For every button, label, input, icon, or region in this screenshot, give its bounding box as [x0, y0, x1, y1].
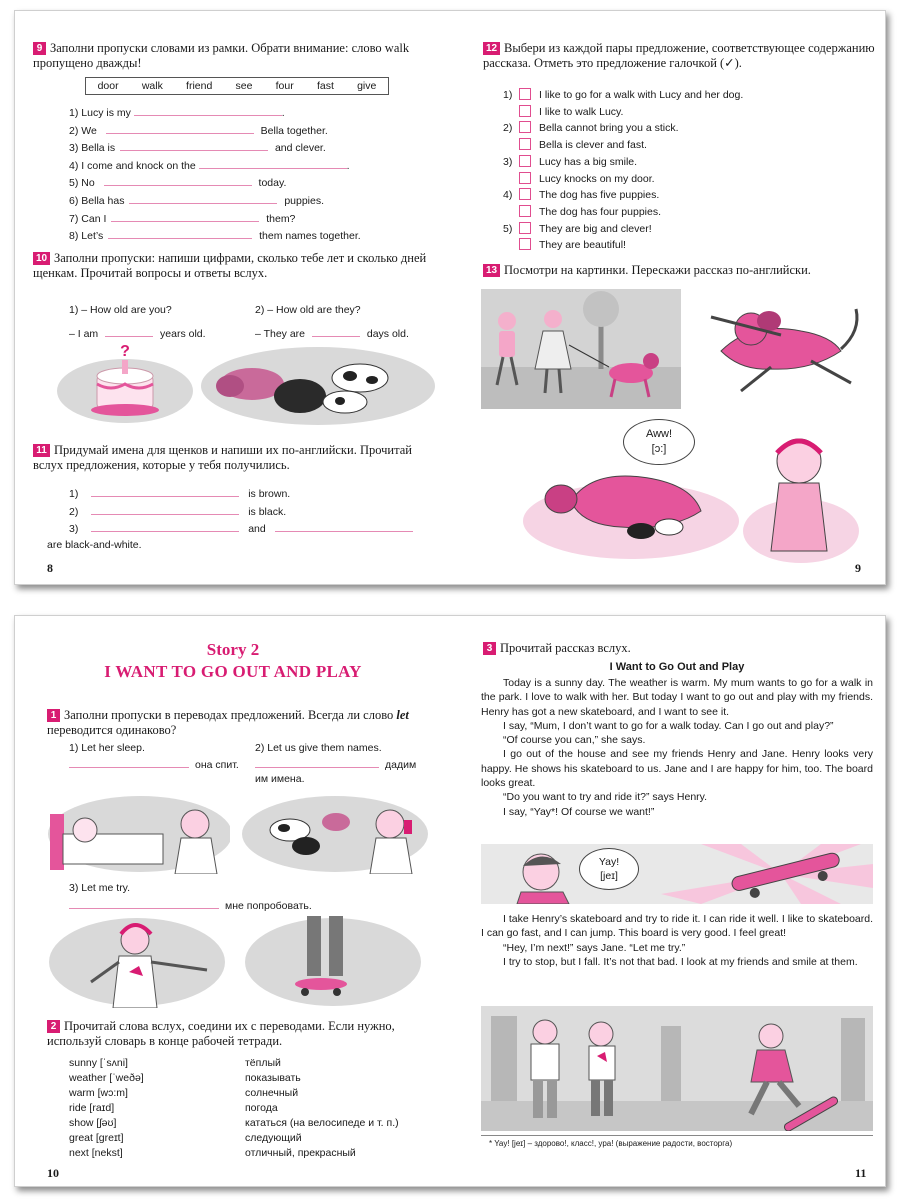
puppy-name-blank[interactable]: [91, 487, 239, 497]
ex1-number: 1: [47, 709, 60, 722]
page-number: 11: [855, 1166, 867, 1180]
blank-field[interactable]: [108, 229, 252, 239]
ex9-line-5: 5) No today.: [69, 177, 287, 190]
ex12-number: 12: [483, 42, 500, 55]
blank-field[interactable]: [134, 106, 282, 116]
page-8: [15, 11, 451, 584]
word-box-item: give: [357, 80, 377, 92]
sleeping-puppies-illustration: [200, 346, 436, 426]
ex11-number: 11: [33, 444, 50, 457]
ex9-line-6: 6) Bella has puppies.: [69, 194, 325, 207]
children-in-park-illustration: [481, 1006, 873, 1131]
footnote: * Yay! [jeɪ] – здорово!, класс!, ура! (выражение радости, восторга): [489, 1139, 733, 1148]
bubble-word: Yay!: [598, 856, 620, 868]
ex1-instruction: 1 Заполни пропуски в переводах предложений. Всегда ли слово let переводится одинаково?: [47, 708, 409, 737]
word-box-item: friend: [186, 80, 213, 92]
birthday-cake-illustration: [55, 336, 195, 426]
blank-field[interactable]: [104, 176, 252, 186]
checkbox[interactable]: [519, 138, 531, 150]
vocab-row[interactable]: show [ʃəʊ] кататься (на велосипеде и т. п.): [69, 1117, 399, 1129]
checkbox[interactable]: [519, 172, 531, 184]
blank-field[interactable]: [106, 124, 254, 134]
ex9-line-7: 7) Can I them?: [69, 212, 296, 225]
word-box: [85, 77, 389, 95]
ex11-instruction: 11 Придумай имена для щенков и напиши их по-английски. Прочитай вслух предложения, которые у тебя получились.: [33, 443, 412, 472]
spread-pages-10-11: [14, 615, 886, 1187]
bubble-word: Aww!: [645, 428, 673, 440]
checkbox[interactable]: [519, 222, 531, 234]
girls-walking-dog-illustration: [481, 289, 681, 409]
spread-pages-8-9: [14, 10, 886, 585]
ex10-number: 10: [33, 252, 50, 265]
blank-field[interactable]: [129, 194, 277, 204]
checkbox[interactable]: [519, 121, 531, 133]
puppies-and-girl-illustration: [240, 794, 430, 874]
ex1-sentence-1: 1) Let her sleep.: [69, 742, 145, 754]
ex1-translation-2: дадим им имена.: [255, 759, 417, 785]
vocab-matching-table: [69, 1056, 429, 1161]
translation-blank[interactable]: [69, 758, 189, 768]
vocab-row[interactable]: warm [wɔ:m] солнечный: [69, 1087, 299, 1099]
page-number: 10: [47, 1166, 59, 1180]
candle-question-mark: ?: [120, 343, 130, 360]
ex9-instruction: 9 Заполни пропуски словами из рамки. Обрати внимание: слово walk пропущено дважды!: [33, 41, 410, 70]
ex2-instruction: 2 Прочитай слова вслух, соедини их с переводами. Если нужно, используй словарь в конце рабочей тетради.: [47, 1019, 395, 1048]
puppy-name-blank[interactable]: [91, 505, 239, 515]
ex9-line-3: 3) Bella is and clever.: [69, 142, 326, 155]
ex12-pair-5: 5) They are big and clever! They are beautiful!: [503, 222, 652, 252]
translation-blank[interactable]: [255, 758, 379, 768]
boy-and-skateboard-illustration: [481, 844, 873, 904]
ex13-instruction: 13 Посмотри на картинки. Перескажи рассказ по-английски.: [483, 263, 875, 278]
ex9-line-1: 1) Lucy is my .: [69, 107, 285, 119]
ex1-translation-3: мне попробовать.: [69, 899, 369, 913]
word-box-item: door: [97, 80, 119, 92]
blank-field[interactable]: [111, 212, 259, 222]
checkbox[interactable]: [519, 105, 531, 117]
ex1-translation-1: она спит.: [69, 758, 259, 772]
ex1-sentence-3: 3) Let me try.: [69, 882, 131, 894]
ex10-dialog-1: 1) – How old are you? – I am years old.: [69, 304, 206, 340]
ex1-sentence-2: 2) Let us give them names.: [255, 742, 382, 754]
ex2-number: 2: [47, 1020, 60, 1033]
speech-bubble-yay: [579, 848, 639, 890]
ex9-line-2: 2) We Bella together.: [69, 124, 328, 137]
translation-blank[interactable]: [69, 899, 219, 909]
puppy-name-blank[interactable]: [275, 522, 413, 532]
checkbox[interactable]: [519, 88, 531, 100]
blank-field[interactable]: [199, 159, 347, 169]
checkbox[interactable]: [519, 238, 531, 250]
page-10: [15, 616, 451, 1186]
ex9-sentences: [69, 105, 439, 246]
page-9: [451, 11, 887, 584]
ex9-number: 9: [33, 42, 46, 55]
vocab-row[interactable]: next [nekst] отличный, прекрасный: [69, 1147, 356, 1159]
ex9-line-4: 4) I come and knock on the .: [69, 159, 350, 172]
ex10-instruction: 10 Заполни пропуски: напиши цифрами, сколько тебе лет и сколько дней щенкам. Прочитай вопросы и ответы вслух.: [33, 251, 427, 280]
dog-running-with-stick-illustration: [691, 291, 871, 401]
story-heading: I Want to Go Out and Play: [609, 661, 745, 673]
ex12-pair-3: 3) Lucy has a big smile. Lucy knocks on my door.: [503, 155, 655, 185]
ex12-pairs: [503, 87, 873, 254]
vocab-row[interactable]: sunny [ˈsʌni] тёплый: [69, 1057, 281, 1069]
ex11-last-line: are black-and-white.: [47, 539, 142, 551]
bubble-transcription: [jeɪ]: [600, 870, 618, 882]
page-number: 9: [855, 561, 861, 575]
ex13-number: 13: [483, 264, 500, 277]
page-11: [451, 616, 887, 1186]
checkbox[interactable]: [519, 155, 531, 167]
girl-sleeping-illustration: [45, 794, 230, 874]
vocab-row[interactable]: ride [raɪd] погода: [69, 1102, 278, 1114]
vocab-row[interactable]: weather [ˈweðə] показывать: [69, 1072, 301, 1084]
story-title: I WANT TO GO OUT AND PLAY: [104, 662, 362, 681]
story-text-part-2: I take Henry’s skateboard and try to ride it. I can ride it well. I like to skateboard. I can go fast, and I can jump. This board is very good. I feel great! “Hey, I’m next!” says Jane. “Let me try.” I try to stop, but I fall. It’s not that bad. I look at my friends and smile at them.: [481, 913, 873, 968]
blank-field[interactable]: [120, 141, 268, 151]
bubble-transcription: [ɔ:]: [651, 443, 667, 455]
word-box-item: see: [235, 80, 253, 92]
ex12-pair-1: 1) I like to go for a walk with Lucy and her dog. I like to walk Lucy.: [503, 89, 744, 118]
page-number: 8: [47, 561, 53, 575]
word-box-item: fast: [316, 80, 334, 92]
ex9-line-8: 8) Let’s them names together.: [69, 230, 361, 243]
checkbox[interactable]: [519, 205, 531, 217]
ex11-sentences: 1) is brown. 2) is black. 3) and: [69, 486, 449, 539]
girl-pointing-illustration: [47, 916, 227, 1008]
speech-bubble-aww: [623, 419, 695, 465]
ex3-number: 3: [483, 642, 496, 655]
story-text-part-1: Today is a sunny day. The weather is warm. My mum wants to go for a walk in the park. I love to walk with her. But today I want to go out and play with my friends. Henry has got a new skateboard, and I want to see it. I say, “Mum, I don’t want to go for a walk today. Can I go out and play?” “Of course you can,” she says. I go out of the house and see my friends Henry and Jane. Henry looks very happy. He shows his skateboard to us. Jane and I are happy for him, too. The board looks great. “Do you want to try and ride it?” says Henry. I say, “Yay*! Of course we want!”: [481, 677, 873, 818]
word-box-item: four: [275, 80, 294, 92]
story-label: Story 2: [206, 640, 260, 659]
vocab-row[interactable]: great [greɪt] следующий: [69, 1132, 302, 1144]
puppy-name-blank[interactable]: [91, 522, 239, 532]
word-box-item: walk: [141, 80, 163, 92]
ex12-pair-2: 2) Bella cannot bring you a stick. Bella is clever and fast.: [503, 122, 679, 152]
skateboard-legs-illustration: [243, 916, 423, 1008]
ex3-instruction: 3 Прочитай рассказ вслух.: [483, 641, 873, 656]
days-blank[interactable]: [312, 327, 360, 337]
ex10-dialog-2: 2) – How old are they? – They are days old.: [255, 304, 409, 340]
ex12-pair-4: 4) The dog has five puppies. The dog has four puppies.: [503, 189, 662, 218]
ex12-instruction: 12 Выбери из каждой пары предложение, соответствующее содержанию рассказа. Отметь это предложение галочкой (✓).: [483, 41, 875, 70]
checkbox[interactable]: [519, 188, 531, 200]
